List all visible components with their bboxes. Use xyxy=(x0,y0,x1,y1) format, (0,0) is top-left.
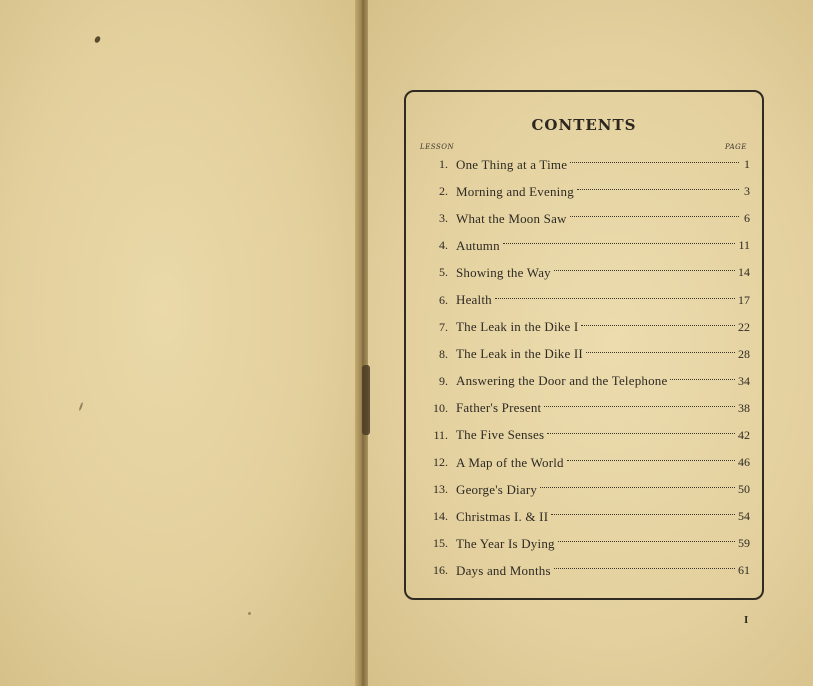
toc-entry xyxy=(418,178,750,205)
toc-entry xyxy=(418,205,750,232)
lesson-page: 46 xyxy=(738,455,750,470)
lesson-title: Health xyxy=(456,292,492,308)
lesson-title: The Five Senses xyxy=(456,427,545,443)
toc-entry xyxy=(418,314,750,341)
dot-leader xyxy=(586,352,735,353)
lesson-page: 34 xyxy=(738,373,750,388)
lesson-page: 42 xyxy=(738,427,750,442)
toc-entry xyxy=(418,232,750,259)
dot-leader xyxy=(547,433,735,434)
lesson-page: 59 xyxy=(738,536,750,551)
toc-entry xyxy=(418,341,750,368)
lesson-number: 11. xyxy=(433,427,448,442)
lesson-page: 22 xyxy=(738,319,750,334)
dot-leader xyxy=(554,270,735,271)
lesson-number: 5. xyxy=(439,265,448,280)
page-number: I xyxy=(744,614,749,626)
lesson-title: Morning and Evening xyxy=(456,183,574,199)
lesson-title: Autumn xyxy=(456,237,500,253)
lesson-number: 15. xyxy=(433,536,448,551)
page-column-header: PAGE xyxy=(725,143,747,151)
lesson-page: 61 xyxy=(738,563,750,578)
lesson-number: 2. xyxy=(439,184,448,199)
lesson-page: 14 xyxy=(738,265,750,280)
dot-leader xyxy=(670,379,735,380)
toc-entry xyxy=(418,395,750,422)
lesson-page: 1 xyxy=(744,157,750,172)
lesson-number: 12. xyxy=(433,455,448,470)
toc-entry xyxy=(418,422,750,449)
dot-leader xyxy=(577,189,739,190)
lesson-number: 13. xyxy=(433,482,448,497)
toc-entry xyxy=(418,151,750,178)
lesson-page: 17 xyxy=(738,292,750,307)
lesson-number: 1. xyxy=(439,157,448,172)
ink-speck xyxy=(248,612,251,615)
dot-leader xyxy=(581,325,735,326)
lesson-number: 9. xyxy=(439,373,448,388)
toc-entry xyxy=(418,368,750,395)
dot-leader xyxy=(495,298,735,299)
lesson-title: Answering the Door and the Telephone xyxy=(456,373,668,389)
lesson-number: 10. xyxy=(433,400,448,415)
toc-entry xyxy=(418,259,750,286)
contents-list xyxy=(418,151,750,585)
lesson-page: 3 xyxy=(744,184,750,199)
lesson-number: 16. xyxy=(433,563,448,578)
dot-leader xyxy=(551,514,735,515)
lesson-page: 11 xyxy=(738,238,750,253)
lesson-number: 8. xyxy=(439,346,448,361)
toc-entry xyxy=(418,286,750,313)
binding-thread xyxy=(362,365,370,435)
lesson-number: 14. xyxy=(433,509,448,524)
lesson-title: A Map of the World xyxy=(456,454,564,470)
lesson-number: 7. xyxy=(439,319,448,334)
lesson-title: The Leak in the Dike I xyxy=(456,319,579,335)
toc-entry xyxy=(418,476,750,503)
book-gutter xyxy=(355,0,369,686)
lesson-number: 6. xyxy=(439,292,448,307)
lesson-title: The Year Is Dying xyxy=(456,535,555,551)
lesson-page: 6 xyxy=(744,211,750,226)
lesson-number: 3. xyxy=(439,211,448,226)
dot-leader xyxy=(567,460,735,461)
contents-title: CONTENTS xyxy=(531,116,637,134)
toc-entry xyxy=(418,530,750,557)
lesson-column-header: LESSON xyxy=(420,143,455,151)
lesson-page: 54 xyxy=(738,509,750,524)
lesson-title: George's Diary xyxy=(456,481,538,497)
lesson-page: 50 xyxy=(738,482,750,497)
lesson-title: The Leak in the Dike II xyxy=(456,346,583,362)
lesson-title: Father's Present xyxy=(456,400,542,416)
dot-leader xyxy=(554,568,735,569)
dot-leader xyxy=(503,243,736,244)
lesson-number: 4. xyxy=(439,238,448,253)
toc-entry xyxy=(418,557,750,584)
lesson-page: 38 xyxy=(738,400,750,415)
dot-leader xyxy=(558,541,735,542)
toc-entry xyxy=(418,503,750,530)
lesson-page: 28 xyxy=(738,346,750,361)
lesson-title: What the Moon Saw xyxy=(456,210,567,226)
lesson-title: Showing the Way xyxy=(456,264,551,280)
left-page xyxy=(0,0,362,686)
lesson-title: Christmas I. & II xyxy=(456,508,549,524)
dot-leader xyxy=(570,216,739,217)
dot-leader xyxy=(544,406,735,407)
toc-entry xyxy=(418,449,750,476)
lesson-title: Days and Months xyxy=(456,562,551,578)
dot-leader xyxy=(540,487,735,488)
lesson-title: One Thing at a Time xyxy=(456,156,568,172)
dot-leader xyxy=(570,162,739,163)
